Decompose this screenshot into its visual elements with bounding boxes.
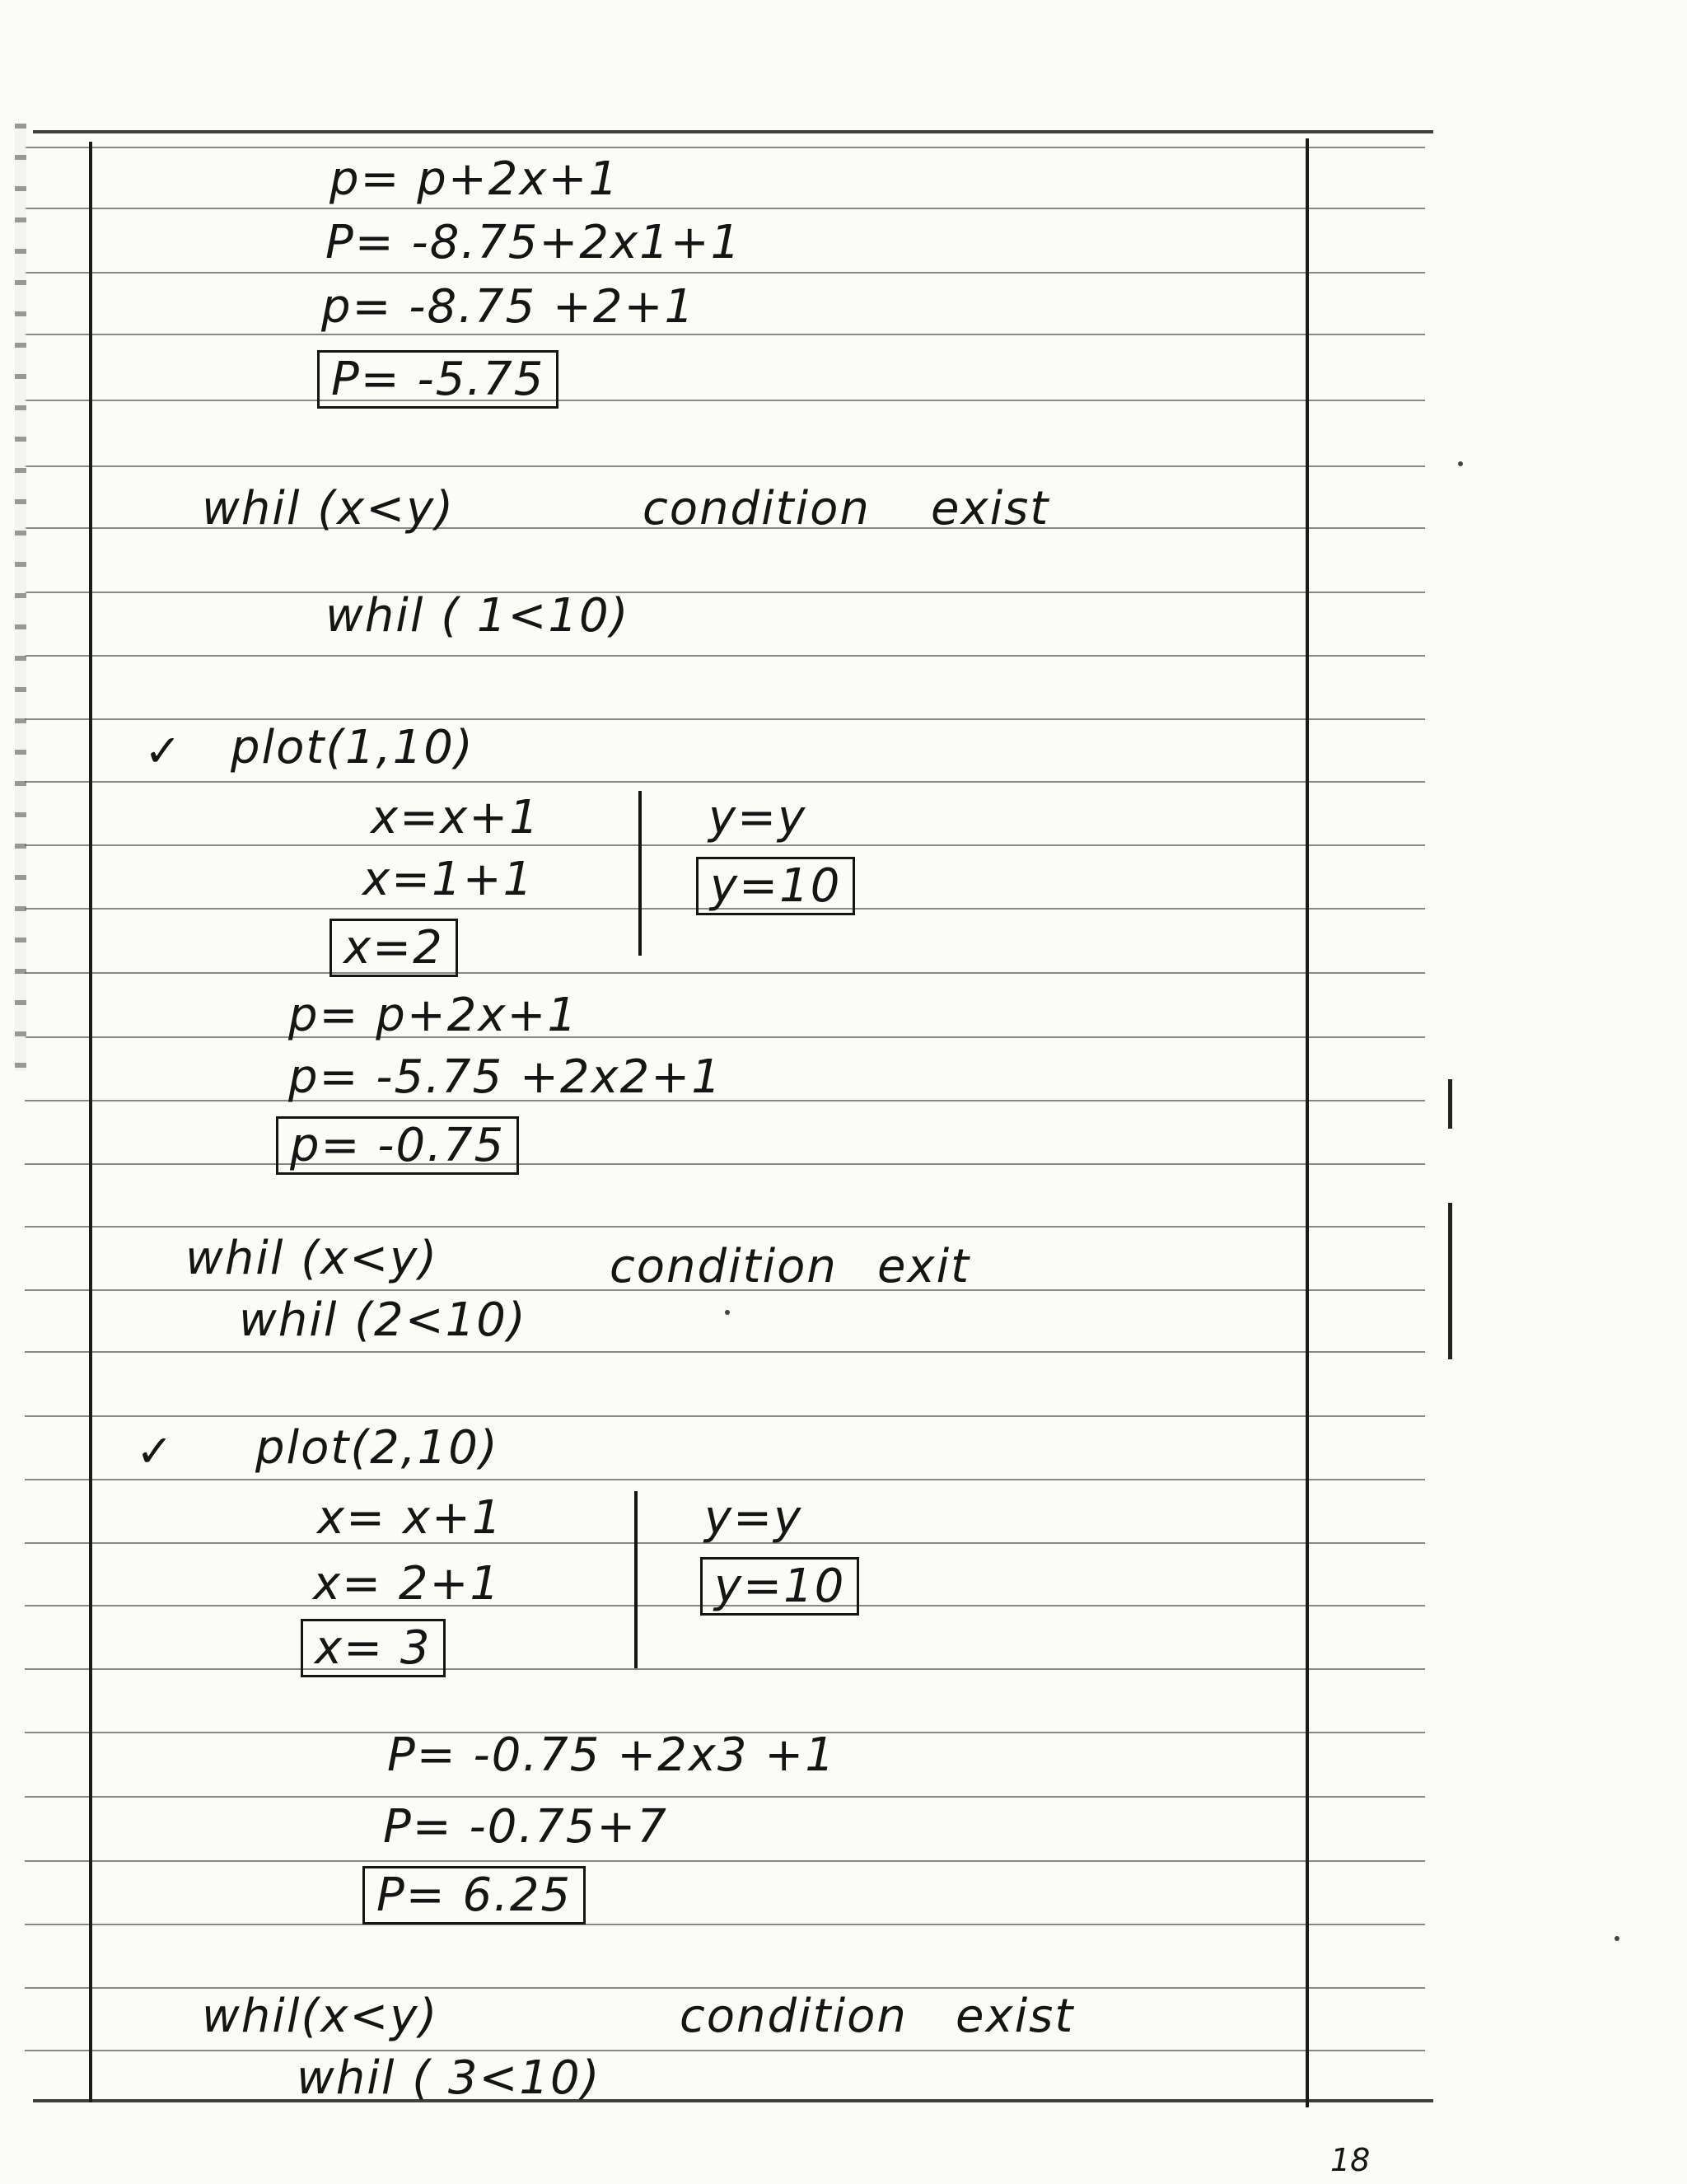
right-margin-line <box>1306 138 1309 2107</box>
scan-speck <box>725 1310 730 1315</box>
while-statement: whil(x<y) <box>202 1990 439 2043</box>
boxed-result: y=10 <box>700 1557 859 1616</box>
while-statement: whil ( 3<10) <box>297 2051 601 2105</box>
equation-line: p= -8.75 +2+1 <box>321 280 696 334</box>
boxed-result: x= 3 <box>301 1619 446 1677</box>
boxed-result: y=10 <box>696 857 855 915</box>
top-rule <box>33 130 1433 133</box>
ruled-line <box>25 1987 1425 1989</box>
ruled-line <box>25 465 1425 467</box>
equation-line: p= p+2x+1 <box>288 989 579 1042</box>
equation-line: P= -8.75+2x1+1 <box>325 216 742 269</box>
boxed-result: x=2 <box>329 919 458 977</box>
ruled-line <box>25 1860 1425 1862</box>
ruled-line <box>25 400 1425 401</box>
while-statement: whil ( 1<10) <box>325 589 630 643</box>
equation-line: x= x+1 <box>317 1491 503 1545</box>
boxed-result: P= 6.25 <box>362 1866 586 1924</box>
check-mark-icon: ✓ <box>136 1425 174 1477</box>
column-divider <box>638 791 642 956</box>
plot-call: plot(2,10) <box>255 1421 499 1475</box>
ruled-line <box>25 1163 1425 1165</box>
equation-line: x=1+1 <box>362 853 535 906</box>
page-number: 18 <box>1330 2142 1371 2178</box>
scan-mark <box>1448 1079 1452 1129</box>
bottom-rule <box>33 2099 1433 2102</box>
while-statement: whil (2<10) <box>239 1293 527 1347</box>
plot-call: plot(1,10) <box>231 721 474 774</box>
equation-line: p= p+2x+1 <box>329 152 620 206</box>
binding-edge <box>15 124 26 1071</box>
equation-line: p= -5.75 +2x2+1 <box>288 1050 722 1104</box>
ruled-line <box>25 1668 1425 1670</box>
ruled-line <box>25 592 1425 593</box>
condition-label: condition <box>643 482 871 535</box>
condition-status: exit <box>877 1240 971 1293</box>
boxed-result: p= -0.75 <box>276 1116 519 1175</box>
condition-status: exist <box>931 482 1050 535</box>
ruled-line <box>25 1924 1425 1925</box>
equation-line: P= -0.75+7 <box>383 1800 668 1854</box>
ruled-line <box>25 147 1425 148</box>
ruled-line <box>25 972 1425 974</box>
ruled-line <box>25 1796 1425 1798</box>
condition-label: condition <box>680 1990 908 2043</box>
ruled-line <box>25 208 1425 209</box>
equation-line: x=x+1 <box>371 791 540 844</box>
while-statement: whil (x<y) <box>185 1232 439 1285</box>
condition-status: exist <box>956 1990 1075 2043</box>
ruled-line <box>25 1226 1425 1228</box>
scan-mark <box>1448 1203 1452 1359</box>
ruled-line <box>25 1479 1425 1480</box>
scan-speck <box>1458 461 1463 466</box>
boxed-result: P= -5.75 <box>317 350 558 409</box>
check-mark-icon: ✓ <box>144 725 182 777</box>
equation-line: P= -0.75 +2x3 +1 <box>387 1728 836 1782</box>
ruled-line <box>25 1036 1425 1038</box>
scan-speck <box>1615 1936 1619 1941</box>
condition-label: condition <box>610 1240 838 1293</box>
equation-line: y=y <box>708 791 807 844</box>
ruled-line <box>25 272 1425 274</box>
ruled-line <box>25 1100 1425 1101</box>
ruled-line <box>25 334 1425 335</box>
ruled-line <box>25 844 1425 846</box>
while-statement: whil (x<y) <box>202 482 456 535</box>
ruled-line <box>25 1351 1425 1353</box>
ruled-line <box>25 655 1425 657</box>
column-divider <box>634 1491 638 1668</box>
equation-line: x= 2+1 <box>313 1557 502 1611</box>
ruled-line <box>25 2050 1425 2051</box>
ruled-line <box>25 718 1425 720</box>
left-margin-line <box>89 142 92 2102</box>
equation-line: y=y <box>704 1491 803 1545</box>
ruled-line <box>25 781 1425 783</box>
ruled-line <box>25 1415 1425 1417</box>
